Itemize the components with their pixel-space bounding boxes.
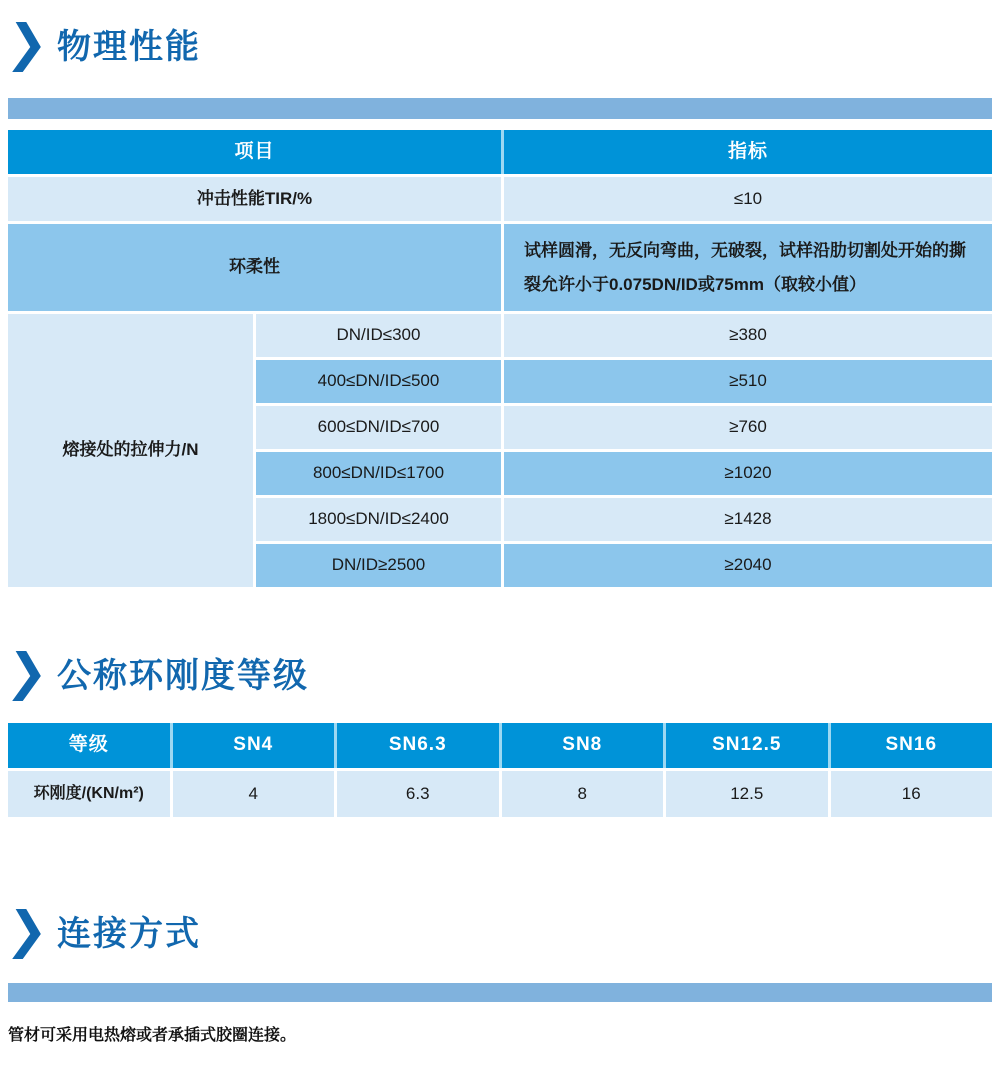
ring-stiffness-table xyxy=(8,723,992,817)
weld-range: 600≤DN/ID≤700 xyxy=(256,406,501,449)
col-header-item: 项目 xyxy=(8,130,501,174)
weld-value: ≥380 xyxy=(504,314,992,357)
section-physical xyxy=(8,22,992,587)
section-title-connection: 连接方式 xyxy=(57,915,201,953)
grade-sn16: SN16 xyxy=(831,723,993,768)
decor-bar xyxy=(8,98,992,119)
row-flex-item: 环柔性 xyxy=(8,224,501,311)
row-impact-value: ≤10 xyxy=(504,177,992,221)
section-connection xyxy=(8,909,992,1045)
section-physical-header xyxy=(8,22,992,72)
grade-sn63: SN6.3 xyxy=(337,723,499,768)
section-title-stiffness: 公称环刚度等级 xyxy=(57,657,309,695)
section-connection-header xyxy=(8,909,992,959)
stiffness-value: 6.3 xyxy=(337,771,499,817)
decor-bar xyxy=(8,983,992,1002)
col-header-spec: 指标 xyxy=(504,130,992,174)
weld-merged-label: 熔接处的拉伸力/N xyxy=(8,314,253,587)
weld-range: 800≤DN/ID≤1700 xyxy=(256,452,501,495)
section-stiffness xyxy=(8,651,992,817)
weld-range: DN/ID≤300 xyxy=(256,314,501,357)
connection-note: 管材可采用电热熔或者承插式胶圈连接。 xyxy=(8,1027,297,1044)
weld-value: ≥510 xyxy=(504,360,992,403)
weld-range: 400≤DN/ID≤500 xyxy=(256,360,501,403)
weld-value: ≥2040 xyxy=(504,544,992,587)
chevron-icon xyxy=(6,909,42,959)
stiffness-value: 8 xyxy=(502,771,664,817)
stiffness-row-label: 环刚度/(KN/m²) xyxy=(8,771,170,817)
row-flex-value: 试样圆滑，无反向弯曲，无破裂，试样沿肋切割处开始的撕裂允许小于0.075DN/ID或75mm（取较小值） xyxy=(504,224,992,311)
grade-sn4: SN4 xyxy=(173,723,335,768)
row-impact-item: 冲击性能TIR/% xyxy=(8,177,501,221)
physical-properties-table xyxy=(8,130,992,587)
weld-value: ≥760 xyxy=(504,406,992,449)
weld-value: ≥1428 xyxy=(504,498,992,541)
grade-sn125: SN12.5 xyxy=(666,723,828,768)
stiffness-value: 4 xyxy=(173,771,335,817)
weld-value: ≥1020 xyxy=(504,452,992,495)
grade-sn8: SN8 xyxy=(502,723,664,768)
stiffness-value: 16 xyxy=(831,771,993,817)
section-stiffness-header xyxy=(8,651,992,701)
chevron-icon xyxy=(6,22,42,72)
grade-header: 等级 xyxy=(8,723,170,768)
chevron-icon xyxy=(6,651,42,701)
stiffness-value: 12.5 xyxy=(666,771,828,817)
weld-range: 1800≤DN/ID≤2400 xyxy=(256,498,501,541)
weld-range: DN/ID≥2500 xyxy=(256,544,501,587)
section-title-physical: 物理性能 xyxy=(57,28,201,66)
